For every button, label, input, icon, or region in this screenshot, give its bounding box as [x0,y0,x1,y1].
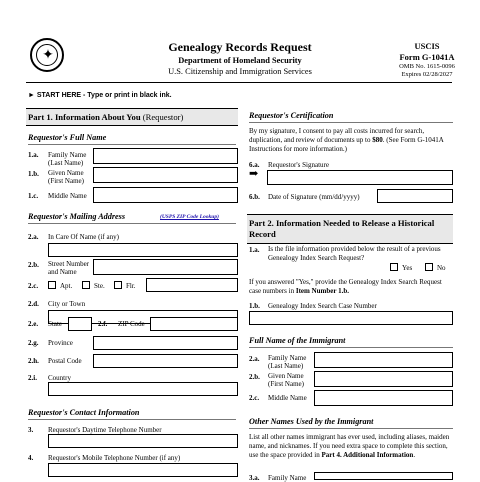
department-name: Department of Homeland Security [178,56,302,65]
expiration-date: Expires 02/28/2027 [401,71,453,78]
immigrant-middle-label: Middle Name [268,394,307,402]
cert-amount: $80 [372,136,383,144]
form-title: Genealogy Records Request [168,40,312,54]
requestor-given-name-field[interactable] [93,167,238,183]
item-number: 2.c. [28,282,39,290]
given-name-label: Given Name (First Name) [48,169,84,185]
unit-number-field[interactable] [146,278,238,292]
signature-field[interactable] [267,170,453,185]
state-select[interactable] [68,317,92,331]
immigrant-full-name-heading: Full Name of the Immigrant [249,336,453,348]
no-checkbox[interactable] [425,263,433,271]
item-number: 2.c. [249,394,260,402]
other-names-bold: Part 4. Additional Information [321,451,414,459]
uscis-label: USCIS [414,41,440,51]
omb-number: OMB No. 1615-0096 [399,63,455,70]
apt-label: Apt. [60,282,73,290]
care-of-name-field[interactable] [48,243,238,257]
form-number: Form G-1041A [399,52,455,62]
if-yes-text: If you answered "Yes," provide the Genealogy Index Search Request case numbers in [249,278,442,295]
other-names-instruction [249,433,453,460]
item-number: 1.a. [249,246,260,254]
item-number: 1.b. [28,170,39,178]
item-number: 1.c. [28,192,39,200]
immigrant-middle-name-field[interactable] [314,390,453,406]
other-names-heading: Other Names Used by the Immigrant [249,417,453,429]
province-label: Province [48,339,73,347]
item-number: 6.b. [249,193,260,201]
family-name-label: Family Name (Last Name) [48,151,87,167]
daytime-phone-label: Requestor's Daytime Telephone Number [48,426,162,434]
requestor-full-name-heading: Requestor's Full Name [28,133,236,145]
signature-label: Requestor's Signature [268,161,329,169]
street-label: Street Number and Name [48,260,90,276]
state-label: State [48,320,62,328]
requestor-middle-name-field[interactable] [93,187,238,203]
item-number: 2.i. [28,374,37,382]
no-label: No [437,264,446,272]
item-number: 2.f. [98,320,108,328]
other-family-label: Family Name [268,474,307,482]
ste-checkbox[interactable] [82,281,90,289]
item-number: 2.b. [28,261,39,269]
item-number: 2.a. [249,355,260,363]
zip-field[interactable] [150,317,238,331]
part2-heading: Part 2. Information Needed to Release a Historical Record [247,214,453,244]
item-number: 6.a. [249,161,260,169]
cert-text-pre: By my signature, I consent to pay all costs incurred for search, duplication, and review of documents up to [249,127,425,144]
part1-title: Part 1. Information About You [28,112,141,122]
requestor-certification-heading: Requestor's Certification [249,111,453,123]
care-of-label: In Care Of Name (if any) [48,233,119,241]
daytime-phone-field[interactable] [48,434,238,448]
other-family-name-field[interactable] [314,472,453,480]
item-number: 2.g. [28,339,39,347]
item-number: 2.h. [28,357,39,365]
other-names-end: . [413,451,416,459]
yes-label: Yes [402,264,413,272]
mobile-phone-field[interactable] [48,463,238,477]
case-number-label: Genealogy Index Search Case Number [268,302,377,310]
previous-search-question: Is the file information provided below the result of a previous Genealogy Index Search Request? [268,245,441,262]
postal-label: Postal Code [48,357,82,365]
flr-label: Flr. [126,282,136,290]
apt-checkbox[interactable] [48,281,56,289]
flr-checkbox[interactable] [114,281,122,289]
item-number: 2.b. [249,373,260,381]
dhs-seal-icon: ✦ [30,38,64,72]
item-number: 2.a. [28,233,39,241]
country-field[interactable] [48,382,238,396]
item-number: 1.b. [249,302,260,310]
item-number: 3.a. [249,474,260,482]
middle-name-label: Middle Name [48,192,87,200]
cert-text-post: . (See Form G-1041A Instructions for more information.) [249,136,444,153]
part1-heading [26,108,238,126]
mailing-heading-text: Requestor's Mailing Address [28,212,126,221]
yes-checkbox[interactable] [390,263,398,271]
street-field[interactable] [93,259,238,275]
signature-date-field[interactable] [377,189,453,203]
item-number: 1.a. [28,151,39,159]
item-number: 3. [28,426,34,434]
other-names-text: List all other names immigrant has ever used, including aliases, maiden name, and nicknames. If you need extra space to complete this section, use the space provided in [249,433,450,459]
postal-code-field[interactable] [93,354,238,368]
immigrant-family-name-field[interactable] [314,352,453,368]
certification-text [249,127,453,154]
arrow-right-icon: ➡ [249,168,259,180]
usps-zip-lookup-link[interactable]: (USPS ZIP Code Lookup) [160,214,219,220]
country-label: Country [48,374,71,382]
requestor-contact-heading: Requestor's Contact Information [28,408,236,420]
case-number-field[interactable] [249,311,453,325]
item-number: 4. [28,454,34,462]
requestor-family-name-field[interactable] [93,148,238,164]
part1-title-suffix: (Requestor) [142,112,184,122]
signature-date-label: Date of Signature (mm/dd/yyyy) [268,193,360,201]
city-label: City or Town [48,300,86,308]
if-yes-instruction [249,278,453,296]
agency-name: U.S. Citizenship and Immigration Services [168,67,312,76]
header-divider [26,82,452,83]
ste-label: Ste. [94,282,105,290]
if-yes-bold: Item Number 1.b. [295,287,350,295]
start-here-instruction: ► START HERE - Type or print in black ink. [28,92,172,99]
province-field[interactable] [93,336,238,350]
immigrant-given-label: Given Name (First Name) [268,372,304,388]
item-number: 2.e. [28,320,39,328]
zip-label: ZIP Code [118,320,145,328]
immigrant-family-label: Family Name (Last Name) [268,354,307,370]
item-number: 2.d. [28,300,39,308]
immigrant-given-name-field[interactable] [314,371,453,387]
mobile-phone-label: Requestor's Mobile Telephone Number (if any) [48,454,181,462]
